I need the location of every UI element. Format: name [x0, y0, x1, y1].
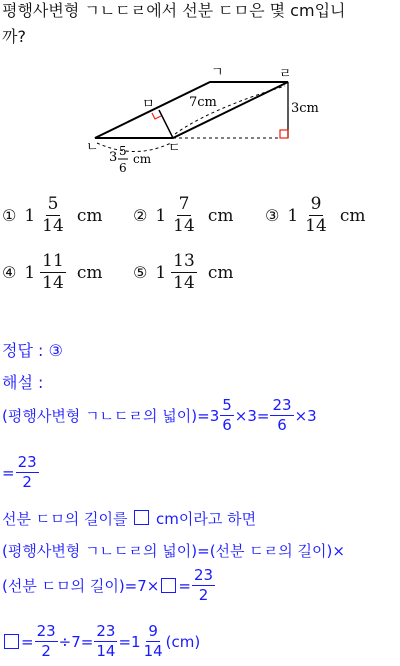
label-3cm: 3cm: [291, 101, 319, 116]
blank-box: [161, 578, 176, 593]
choice-4[interactable]: [2, 253, 102, 292]
frac-den: 2: [41, 642, 51, 660]
solution-text: cm이라고 하면: [151, 510, 257, 528]
solution-text: =: [2, 463, 15, 482]
choice-denominator: 14: [305, 216, 327, 236]
choice-unit: cm: [76, 262, 103, 283]
choice-whole: 1: [287, 205, 299, 226]
choice-numerator: 9: [310, 194, 322, 214]
choice-unit: cm: [207, 262, 234, 283]
solution-text: (평행사변형 ㄱㄴㄷㄹ의 넓이)=3: [2, 407, 220, 425]
blank-box: [4, 634, 19, 649]
vertex-label-n: ㄴ: [86, 140, 99, 155]
choice-1[interactable]: [2, 196, 102, 235]
choice-mark: ④: [2, 263, 17, 282]
choice-denominator: 14: [42, 273, 64, 293]
frac-num: 23: [36, 622, 56, 640]
solution-text: ×3: [294, 406, 317, 425]
solution-line-2: [2, 455, 40, 490]
choice-denominator: 14: [173, 216, 195, 236]
choice-numerator: 7: [178, 194, 190, 214]
answer-value: ③: [48, 341, 63, 360]
choice-unit: cm: [339, 205, 366, 226]
frac-num: 23: [17, 453, 37, 471]
solution-text: ÷7=: [58, 632, 94, 651]
choice-numerator: 13: [173, 251, 195, 271]
choice-mark: ②: [133, 206, 148, 225]
frac-den: 6: [222, 416, 232, 434]
choice-mark: ③: [265, 206, 280, 225]
choice-mark: ①: [2, 206, 17, 225]
choice-2[interactable]: [133, 196, 233, 235]
solution-text: =: [21, 632, 34, 651]
label-7cm: 7cm: [189, 95, 217, 110]
frac-num: 23: [193, 566, 214, 584]
solution-line-5: [2, 568, 216, 603]
solution-line-4: (평행사변형 ㄱㄴㄷㄹ의 넓이)=(선분 ㄷㄹ의 길이)×: [2, 542, 345, 560]
solution-text: 선분 ㄷㅁ의 길이를: [2, 510, 133, 528]
choice-5[interactable]: [133, 253, 233, 292]
frac-den: 14: [96, 642, 116, 660]
frac-num: 23: [272, 396, 292, 414]
choice-numerator: 5: [47, 194, 59, 214]
choice-whole: 1: [24, 205, 36, 226]
solution-line-6: [2, 624, 200, 659]
question-text: [2, 0, 345, 50]
blank-box: [134, 510, 149, 525]
frac-den: 2: [22, 473, 32, 491]
solution-line-3: [2, 508, 256, 529]
choice-denominator: 14: [42, 216, 64, 236]
choice-3[interactable]: [265, 196, 365, 235]
question-line-2: 까?: [2, 27, 26, 46]
solution-text: (cm): [165, 632, 201, 651]
frac-den: 2: [198, 586, 209, 604]
frac-den: 6: [277, 416, 287, 434]
choice-whole: 1: [155, 262, 167, 283]
question-line-1: 평행사변형 ㄱㄴㄷㄹ에서 선분 ㄷㅁ은 몇 cm입니: [2, 1, 346, 20]
frac-num: 9: [148, 622, 158, 640]
solution-text: =1: [118, 632, 141, 651]
choice-denominator: 14: [173, 273, 195, 293]
choice-numerator: 11: [42, 251, 64, 271]
frac-num: 23: [96, 622, 116, 640]
solution-text: (선분 ㄷㅁ의 길이)=7×: [2, 577, 160, 595]
frac-den: 14: [143, 642, 163, 660]
choice-whole: 1: [24, 262, 36, 283]
solution-line-1: [2, 398, 317, 433]
choice-unit: cm: [76, 205, 103, 226]
vertex-label-g: ㄱ: [211, 65, 224, 80]
parallelogram-outline: [95, 82, 288, 138]
right-angle-mark-m: [152, 113, 161, 119]
parallelogram-figure: [0, 60, 400, 180]
solution-text: ×3=: [234, 406, 270, 425]
vertex-label-r: ㄹ: [279, 67, 292, 82]
choice-unit: cm: [207, 205, 234, 226]
base-unit: cm: [133, 152, 152, 166]
base-denominator: 6: [119, 161, 127, 175]
base-numerator: 5: [119, 144, 127, 158]
base-whole: 3: [109, 150, 118, 165]
segment-de: [159, 110, 173, 138]
solution-text: =: [178, 576, 191, 595]
vertex-label-d: ㄷ: [168, 141, 181, 156]
answer: [2, 338, 63, 361]
choice-mark: ⑤: [133, 263, 148, 282]
vertex-label-m: ㅁ: [142, 97, 155, 112]
right-angle-mark-h: [280, 130, 288, 138]
solution-heading: 해설 :: [2, 373, 44, 392]
answer-label: 정답 :: [2, 341, 49, 360]
choice-whole: 1: [155, 205, 167, 226]
frac-num: 5: [222, 396, 232, 414]
